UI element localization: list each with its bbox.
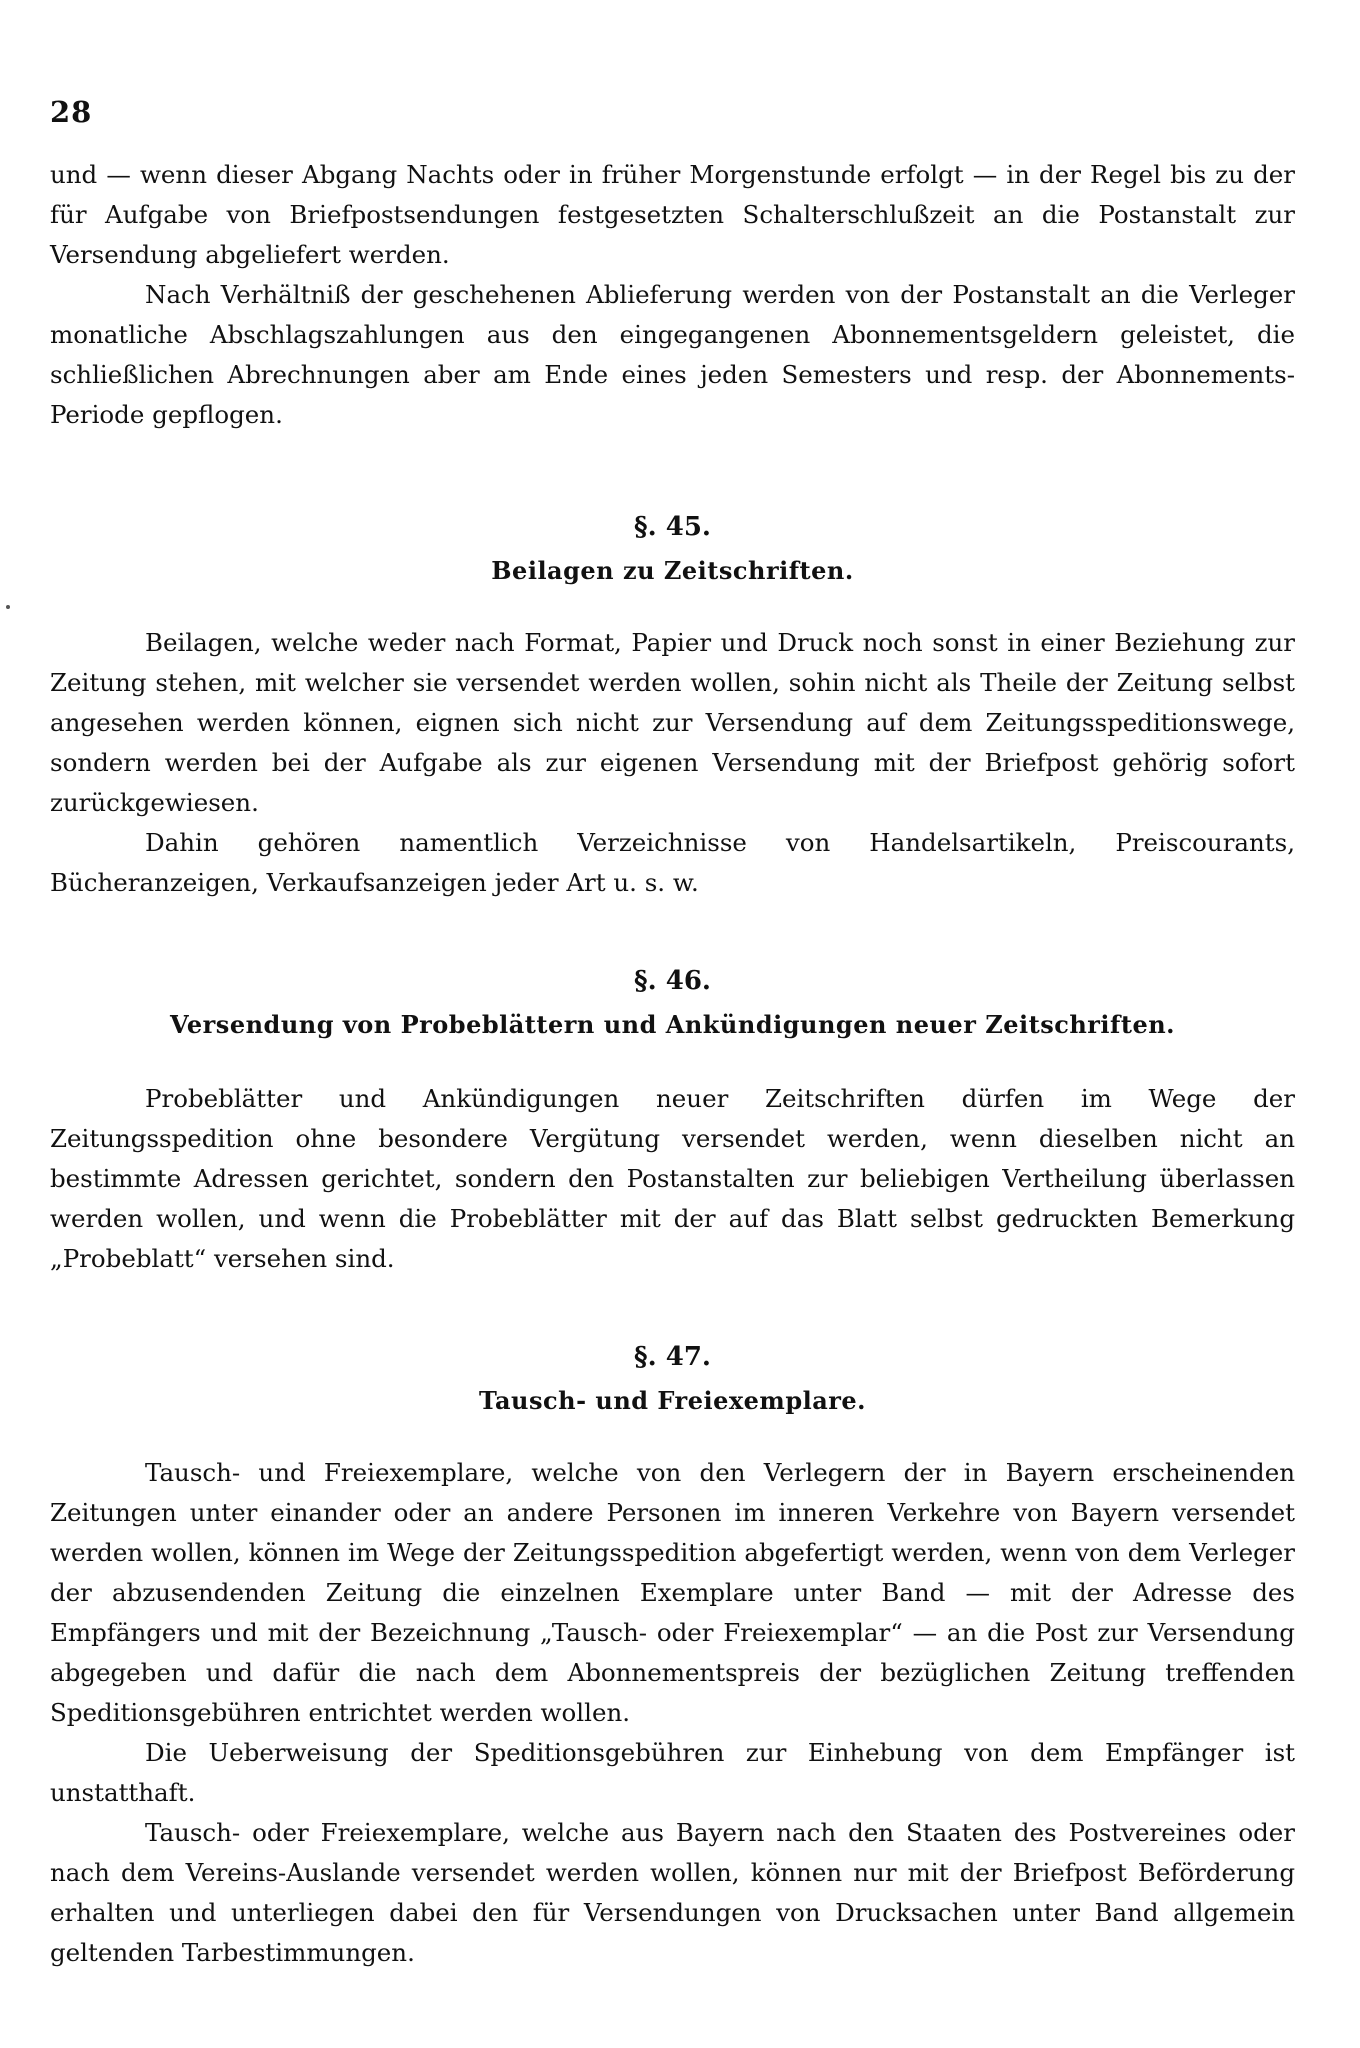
section-paragraph: Die Ueberweisung der Speditionsgebühren zur Einhebung von dem Empfänger ist unstatthaft. [50,1738,1295,1807]
section-number: §. 47. [634,1342,711,1372]
section-title: Tausch- und Freiexemplare. [478,1386,867,1415]
section-47 [50,1337,1295,1973]
section-45 [50,507,1295,903]
document-page [50,95,1295,1973]
section-paragraph: Probeblätter und Ankündigungen neuer Zeitschriften dürfen im Wege der Zeitungsspedition ohne besondere Vergütung versendet werden, wenn dieselben nicht an bestimmte Adressen gerichtet, sondern den Postanstalten zur beliebigen Vertheilung überlassen werden wollen, und wenn die Probeblätter mit der auf das Blatt selbst gedruckten Bemerkung „Probeblatt“ versehen sind. [50,1084,1295,1273]
section-paragraph: Tausch- oder Freiexemplare, welche aus Bayern nach den Staaten des Postvereines oder nach dem Vereins-Auslande versendet werden wollen, können nur mit der Briefpost Beförderung erhalten und unterliegen dabei den für Versendungen von Drucksachen unter Band allgemein geltenden Tarbestimmungen. [50,1818,1295,1967]
section-title: Versendung von Probeblättern und Ankündigungen neuer Zeitschriften. [169,1010,1176,1039]
section-46 [50,961,1295,1279]
intro-paragraph: und — wenn dieser Abgang Nachts oder in früher Morgenstunde erfolgt — in der Regel bis zu der für Aufgabe von Briefpostsendungen festgesetzten Schalterschlußzeit an die Postanstalt zur Versendung abgeliefert werden. [50,160,1295,269]
section-paragraph: Beilagen, welche weder nach Format, Papier und Druck noch sonst in einer Beziehung zur Zeitung stehen, mit welcher sie versendet werden wollen, sohin nicht als Theile der Zeitung selbst angesehen werden können, eignen sich nicht zur Versendung auf dem Zeitungsspeditionswege, sondern werden bei der Aufgabe als zur eigenen Versendung mit der Briefpost gehörig sofort zurückgewiesen. [50,628,1295,817]
intro-block [50,155,1295,435]
section-paragraph: Tausch- und Freiexemplare, welche von den Verlegern der in Bayern erscheinenden Zeitungen unter einander oder an andere Personen im inneren Verkehre von Bayern versendet werden wollen, können im Wege der Zeitungsspedition abgefertigt werden, wenn von dem Verleger der abzusendenden Zeitung die einzelnen Exemplare unter Band — mit der Adresse des Empfängers und mit der Bezeichnung „Tausch- oder Freiexemplar“ — an die Post zur Versendung abgegeben und dafür die nach dem Abonnementspreis der bezüglichen Zeitung treffenden Speditionsgebühren entrichtet werden wollen. [50,1458,1295,1727]
section-paragraph: Dahin gehören namentlich Verzeichnisse von Handelsartikeln, Preiscourants, Bücheranzeigen, Verkaufsanzeigen jeder Art u. s. w. [50,828,1295,897]
section-number: §. 45. [634,512,711,542]
section-title: Beilagen zu Zeitschriften. [491,556,854,585]
intro-paragraph: Nach Verhältniß der geschehenen Ablieferung werden von der Postanstalt an die Verleger monatliche Abschlagszahlungen aus den eingegangenen Abonnementsgeldern geleistet, die schließlichen Abrechnungen aber am Ende eines jeden Semesters und resp. der Abonnements-Periode gepflogen. [50,280,1295,429]
section-number: §. 46. [634,966,711,996]
margin-speck [6,605,10,609]
page-number: 28 [50,95,93,129]
